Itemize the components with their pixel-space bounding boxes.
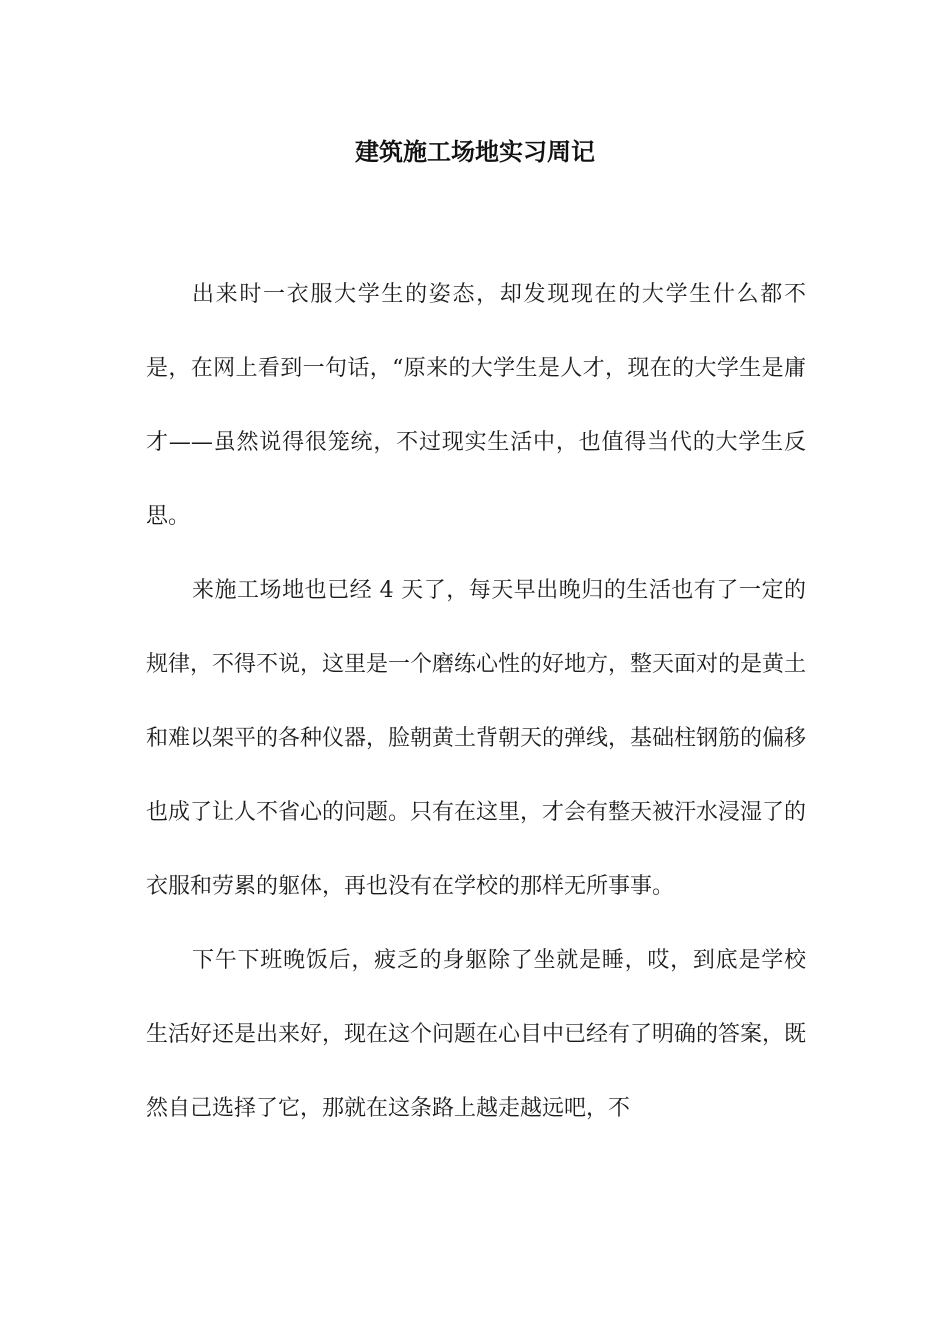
document-title: 建筑施工场地实习周记 [355,137,595,166]
paragraph-3: 下午下班晚饭后，疲乏的身躯除了坐就是睡，哎，到底是学校生活好还是出来好，现在这个问题在心目中已经有了明确的答案，既然自己选择了它，那就在这条路上越走越远吧，不 [146,948,807,1121]
paragraph-2: 来施工场地也已经 4 天了，每天早出晚归的生活也有了一定的规律，不得不说，这里是一个磨练心性的好地方，整天面对的是黄土和难以架平的各种仪器，脸朝黄土背朝天的弹线，基础柱钢筋的偏移也成了让人不省心的问题。只有在这里，才会有整天被汗水浸湿了的衣服和劳累的躯体，再也没有在学校的那样无所事事。 [146,578,807,899]
paragraph-1: 出来时一衣服大学生的姿态，却发现现在的大学生什么都不是，在网上看到一句话，“原来的大学生是人才，现在的大学生是庸才——虽然说得很笼统，不过现实生活中，也值得当代的大学生反思。 [146,282,806,529]
document-body [146,258,806,1146]
